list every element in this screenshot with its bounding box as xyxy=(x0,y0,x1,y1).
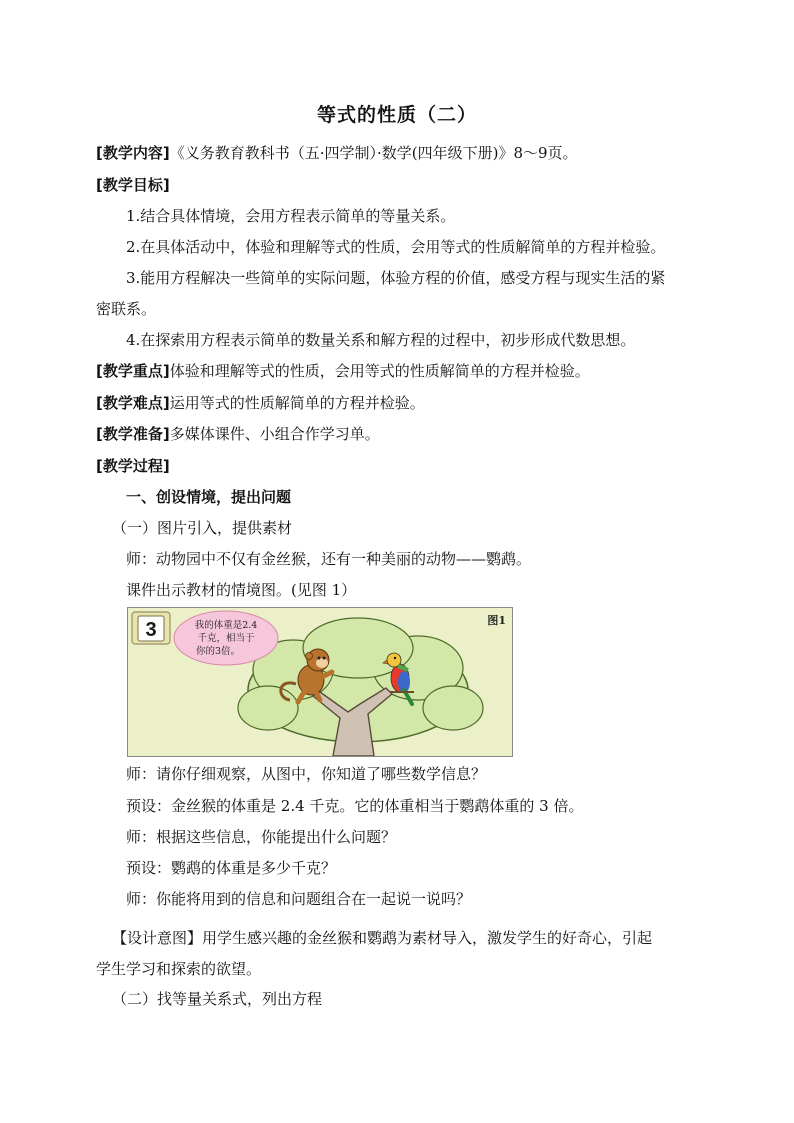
goal-item-2: 2.在具体活动中，体验和理解等式的性质，会用等式的性质解简单的方程并检验。 xyxy=(126,238,666,256)
goal-item-1: 1.结合具体情境，会用方程表示简单的等量关系。 xyxy=(126,207,456,225)
difficulty-row xyxy=(96,393,706,413)
bubble-line-2: 千克，相当于 xyxy=(197,633,255,644)
design-intent-line-1: 【设计意图】用学生感兴趣的金丝猴和鹦鹉为素材导入，激发学生的好奇心，引起 xyxy=(112,929,653,947)
difficulty-text: 运用等式的性质解简单的方程并检验。 xyxy=(169,394,425,412)
teaching-process-label: [教学过程] xyxy=(96,457,170,475)
teaching-content-row xyxy=(96,143,706,163)
lesson-number: 3 xyxy=(145,619,157,641)
preparation-text: 多媒体课件、小组合作学习单。 xyxy=(169,425,380,443)
dialogue-line: 师：根据这些信息，你能提出什么问题？ xyxy=(126,828,397,846)
teaching-content-label: [教学内容] xyxy=(96,144,170,162)
dialogue-line: 预设：金丝猴的体重是 2.4 千克。它的体重相当于鹦鹉体重的 3 倍。 xyxy=(126,797,584,815)
goal-item-4: 4.在探索用方程表示简单的数量关系和解方程的过程中，初步形成代数思想。 xyxy=(126,331,636,349)
figure-1-svg xyxy=(128,608,512,756)
goal-item-3-continuation: 密联系。 xyxy=(96,300,157,318)
subsection-1-heading: （一）图片引入，提供素材 xyxy=(112,519,293,537)
teaching-goals-label: [教学目标] xyxy=(96,176,170,194)
dialogue-line: 师：动物园中不仅有金丝猴，还有一种美丽的动物——鹦鹉。 xyxy=(126,550,532,568)
key-point-row xyxy=(96,361,706,381)
dialogue-line: 师：请你仔细观察，从图中，你知道了哪些数学信息？ xyxy=(126,765,487,783)
key-point-text: 体验和理解等式的性质，会用等式的性质解简单的方程并检验。 xyxy=(169,362,590,380)
subsection-2-heading: （二）找等量关系式，列出方程 xyxy=(112,990,323,1008)
difficulty-label: [教学难点] xyxy=(96,394,170,412)
teaching-process-heading xyxy=(96,456,706,476)
bubble-line-3: 你的3倍。 xyxy=(195,646,241,657)
teaching-content-text: 《义务教育教科书（五·四学制）·数学(四年级下册)》8～9页。 xyxy=(169,144,578,162)
dialogue-line: 课件出示教材的情境图。(见图 1） xyxy=(126,581,357,599)
teaching-goals-heading xyxy=(96,175,706,195)
goal-item-3: 3.能用方程解决一些简单的实际问题，体验方程的价值，感受方程与现实生活的紧 xyxy=(126,269,666,287)
preparation-label: [教学准备] xyxy=(96,425,170,443)
section-1-title: 一、创设情境，提出问题 xyxy=(126,488,292,506)
lesson-number-badge xyxy=(132,612,170,644)
key-point-label: [教学重点] xyxy=(96,362,170,380)
page-title: 等式的性质（二） xyxy=(316,104,477,126)
speech-bubble xyxy=(174,611,278,665)
bubble-line-1: 我的体重是2.4 xyxy=(194,620,258,631)
dialogue-line: 师：你能将用到的信息和问题组合在一起说一说吗？ xyxy=(126,890,472,908)
section-1-heading xyxy=(126,487,736,507)
design-intent-line-2: 学生学习和探索的欲望。 xyxy=(96,960,262,978)
dialogue-line: 预设：鹦鹉的体重是多少千克？ xyxy=(126,859,337,877)
figure-1-illustration xyxy=(127,607,513,757)
preparation-row xyxy=(96,424,706,444)
figure-label: 图1 xyxy=(487,614,506,627)
